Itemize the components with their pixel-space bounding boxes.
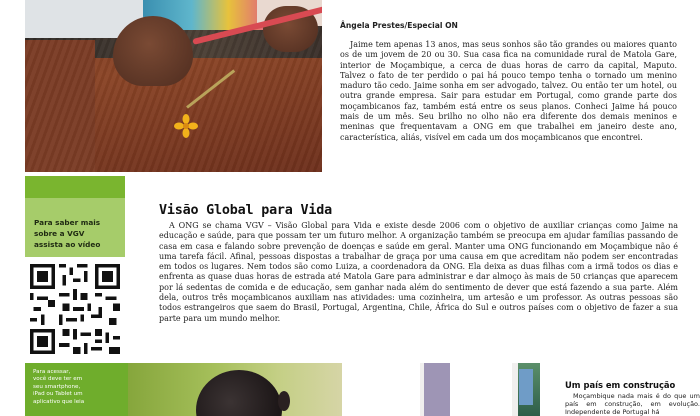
photo-child-writing bbox=[25, 0, 322, 172]
qr-code-panel[interactable] bbox=[25, 257, 125, 361]
video-callout-line: sobre a VGV bbox=[34, 229, 85, 238]
intro-article bbox=[340, 40, 677, 143]
vgv-paragraph: A ONG se chama VGV – Visão Global para Vida e existe desde 2006 com o objetivo de auxiliar crianças como Jaime na educação e saúde, para que possam ter um futuro melhor. A organização também se preocupa em ajudar famílias passando de casa em casa e falando sobre prevenção de doenças e saúde em geral. Manter uma ONG funcionando em Moçambique não é uma tarefa fácil. Afinal, pessoas dispostas a trabalhar de graça por uma causa em que acreditam não podem ser encontradas em todos os lugares. Nem todos são como Luiza, a coordenadora da ONG. Ela deixa as duas filhas com a irmã todos os dias e enfrenta as quase duas horas de estrada até Matola Gare para administrar e dar almoço às mais de 50 crianças que aparecem por lá sedentas de comida e de educação, sem ganhar nada além do sentimento de dever que está fazendo a sua parte. Além dela, outros três moçambicanos auxiliam nas atividades: uma cozinheira, um artesão e um professor. As outras pessoas são todos estrangeiros que saem do Brasil, Portugal, Argentina, Chile, África do Sul e outros países com o objetivo de fazer a sua parte para um mundo melhor. bbox=[159, 221, 678, 323]
intro-paragraph: Jaime tem apenas 13 anos, mas seus sonhos são tão grandes ou maiores quanto os de um jovem de 20 ou 30. Sua casa fica na comunidade rural de Matola Gare, interior de Moçambique, a cerca de duas horas de carro da capital, Maputo. Talvez o fato de ter perdido o pai há pouco tempo tenha o tornado um menino maduro tão cedo. Jaime sonha em ser advogado, talvez. Ou então ter um hotel, ou outra grande empresa. Sair para estudar em Portugal, como grande parte dos moçambicanos faz, também está entre os seus planos. Conheci Jaime há pouco mais de um mês. Seu brilho no olho não era diferente dos demais meninos e meninas que frequentavam a ONG em que trabalhei em janeiro deste ano, característica, aliás, visível em cada um dos moçambicanos que encontrei. bbox=[340, 40, 677, 142]
subsection-body bbox=[565, 392, 700, 416]
vgv-article bbox=[159, 221, 678, 324]
green-tab bbox=[25, 176, 125, 198]
instruction-line: aplicativo que leia bbox=[33, 398, 85, 405]
smartphone-instructions bbox=[25, 363, 128, 416]
instruction-line: seu smartphone, bbox=[33, 383, 81, 390]
photo-doorway bbox=[420, 363, 540, 416]
section-title: Visão Global para Vida bbox=[159, 203, 332, 218]
byline: Ângela Prestes/Especial ON bbox=[340, 21, 458, 30]
video-callout-line: Para saber mais bbox=[34, 218, 101, 227]
subsection-title: Um país em construção bbox=[565, 380, 676, 390]
video-callout-line: assista ao vídeo bbox=[34, 240, 101, 249]
qr-code-icon[interactable] bbox=[30, 264, 120, 354]
subsection-paragraph: Moçambique nada mais é do que um país em construção, em evolução. Independente de Portugal há bbox=[565, 392, 700, 416]
video-callout[interactable] bbox=[25, 198, 125, 257]
instruction-line: Para acessar, bbox=[33, 369, 71, 375]
flower-graphic bbox=[174, 114, 198, 138]
instruction-line: iPad ou Tablet um bbox=[33, 391, 83, 398]
photo-boy bbox=[128, 363, 342, 416]
instruction-line: você deve ter em bbox=[33, 376, 83, 383]
